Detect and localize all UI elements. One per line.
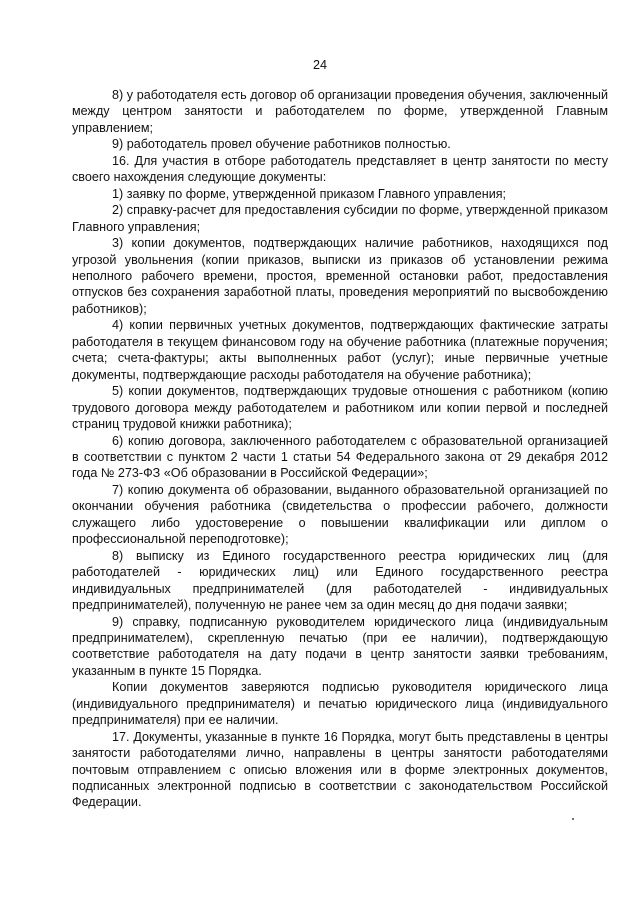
document-body [72, 87, 608, 811]
paragraph-doc-6-education-contract: 6) копию договора, заключенного работодателем с образовательной организацией в соответствии с пунктом 2 части 1 статьи 54 Федерального закона от 29 декабря 2012 года № 273-ФЗ «Об образовании в Российской Федерации»; [72, 433, 608, 481]
paragraph-doc-1-application: 1) заявку по форме, утвержденной приказом Главного управления; [112, 186, 507, 201]
paragraph-doc-5-labor-relations: 5) копии документов, подтверждающих трудовые отношения с работником (копию трудового договора между работодателем и работником или копии первой и последней страниц трудовой книжки работника); [72, 384, 608, 432]
paragraph-item-8-contract: 8) у работодателя есть договор об организации проведения обучения, заключенный между центром занятости и работодателем по форме, утвержденной Главным управлением; [72, 88, 608, 135]
paragraph-item-9-training-done: 9) работодатель провел обучение работников полностью. [112, 137, 451, 152]
paragraph-doc-3-layoff-docs: 3) копии документов, подтверждающих наличие работников, находящихся под угрозой увольнения (копии приказов, выписки из приказов об установлении режима неполного рабочего времени, простоя, временной остановки работ, предоставления отпусков без сохранения заработной платы, проведения мероприятий по высвобождению работников); [72, 236, 608, 316]
paragraph-doc-2-calculation: 2) справку-расчет для предоставления субсидии по форме, утвержденной приказом Главного управления; [72, 203, 608, 234]
paragraph-doc-8-registry-extract: 8) выписку из Единого государственного реестра юридических лиц (для работодателей - юридических лиц) или Единого государственного реестра индивидуальных предпринимателей (для работодателей - индивидуальных предпринимателей), полученную не ранее чем за один месяц до дня подачи заявки; [72, 548, 608, 613]
paragraph-section-17: 17. Документы, указанные в пункте 16 Порядка, могут быть представлены в центры занятости работодателями лично, направлены в центры занятости работодателями почтовым отправлением с описью вложения или в форме электронных документов, подписанных электронной подписью в соответствии с законодательством Российской Федерации. [72, 729, 608, 810]
paragraph-doc-7-education-certificate: 7) копию документа об образовании, выданного образовательной организацией по окончании обучения работника (свидетельства о профессии рабочего, должности служащего либо удостоверение о повышении квалификации или диплом о профессиональной переподготовке); [72, 482, 608, 547]
paragraph-section-16: 16. Для участия в отборе работодатель представляет в центр занятости по месту своего нахождения следующие документы: [72, 153, 608, 185]
paragraph-doc-9-compliance-certificate: 9) справку, подписанную руководителем юридического лица (индивидуальным предпринимателем), скрепленную печатью (при ее наличии), подтверждающую соответствие работодателя на дату подачи в центр занятости заявки требованиям, указанным в пункте 15 Порядка. [72, 614, 608, 678]
page-number: 24 [312, 58, 327, 72]
scan-speck [572, 818, 574, 820]
paragraph-doc-4-accounting-docs: 4) копии первичных учетных документов, подтверждающих фактические затраты работодателя в текущем финансовом году на обучение работника (платежные поручения; счета; счета-фактуры; акты выполненных работ (услуг); иные первичные учетные документы, подтверждающие расходы работодателя на обучение работника); [72, 318, 608, 382]
paragraph-copies-certification: Копии документов заверяются подписью руководителя юридического лица (индивидуального предпринимателя) и печатью юридического лица (индивидуального предпринимателя) при ее наличии. [72, 680, 608, 728]
